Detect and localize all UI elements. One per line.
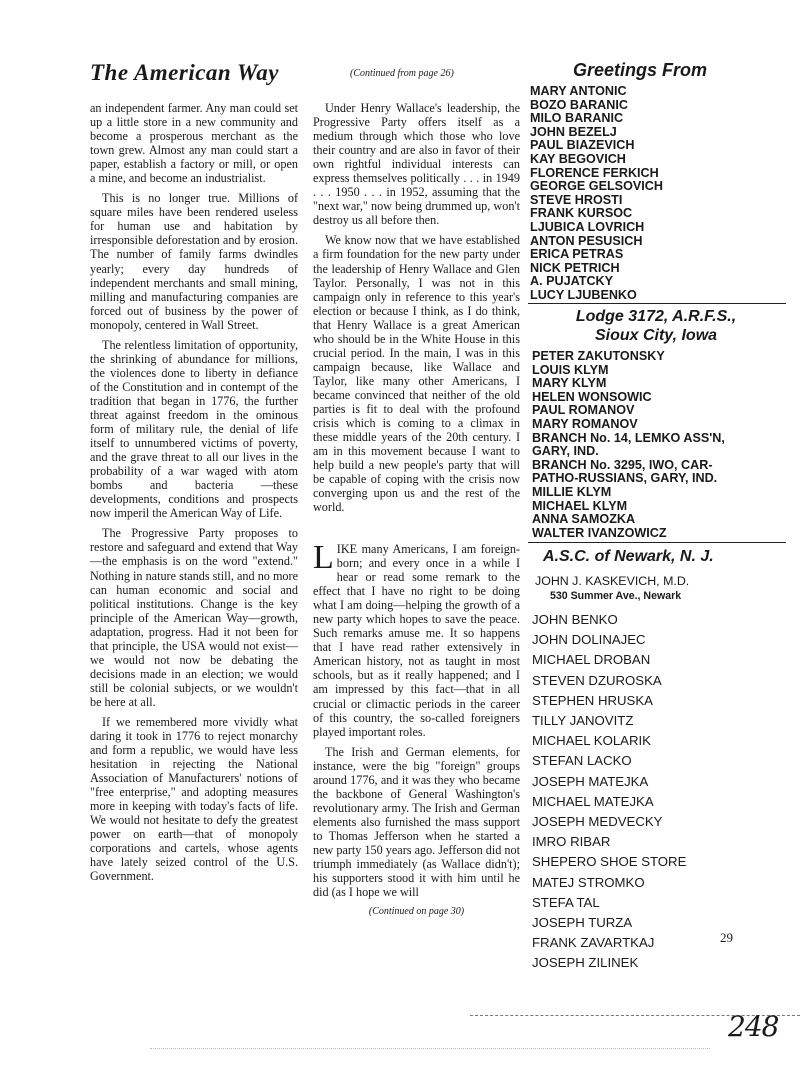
name-item: JOSEPH ZILINEK [532, 955, 639, 971]
lodge-members-list [532, 350, 725, 540]
name-item: MICHAEL KOLARIK [532, 733, 651, 749]
name-item: LOUIS KLYM [532, 362, 609, 377]
name-item: FRANK KURSOC [530, 206, 633, 221]
name-item: JOHN DOLINAJEC [532, 632, 646, 648]
name-item: JOHN BEZELJ [530, 124, 617, 139]
name-item: JOSEPH MATEJKA [532, 773, 649, 789]
lodge-name: Lodge 3172, A.R.F.S., [575, 308, 737, 325]
lodge-heading [536, 307, 776, 345]
name-item: MICHAEL MATEJKA [532, 793, 654, 809]
greetings-list [530, 85, 663, 303]
asc-heading: A.S.C. of Newark, N. J. [543, 548, 714, 565]
name-item: FRANK ZAVARTKAJ [532, 935, 655, 951]
paragraph: Under Henry Wallace's leadership, the Progressive Party offers itself as a medium through which those who love their country and are also in favor of their own rightful individual interests can express themselves politically . . . in 1949 . . . 1950 . . . in 1952, assuming that the "next war," now being drummed up, won't destroy us all before then. [313, 101, 520, 228]
divider [528, 542, 786, 543]
doctor-name: JOHN J. KASKEVICH, M.D. [535, 574, 690, 588]
paragraph: The relentless limitation of opportunity, the shrinking of abundance for millions, the violences done to liberty in defiance of the Constitution and in contempt of the tradition that began in 1776, the further threat against freedom in the ominous form of military rule, the denial of life itself to unnumbered victims of poverty, and the grave threat to all our lives in the probability of a war waged with atom bombs and bacteria —these developments, conditions and prospects now imperil the American Way of Life. [90, 337, 298, 521]
doctor-address: 530 Summer Ave., Newark [550, 590, 682, 602]
paragraph: This is no longer true. Millions of square miles have been rendered useless for human use and habitation by irresponsible deforestation and by erosion. The number of family farms dwindles yearly; every day hundreds of independent merchants and small mining, milling and manufacturing companies are forced out of business by the power of monopoly, centered in Wall Street. [90, 191, 298, 332]
page-number: 29 [720, 930, 733, 945]
name-item: LJUBICA LOVRICH [530, 219, 645, 234]
greetings-heading: Greetings From [573, 60, 708, 80]
name-item: PATHO-RUSSIANS, GARY, IND. [532, 471, 718, 486]
article-column-1 [90, 101, 298, 890]
divider [528, 303, 786, 304]
paragraph: If we remembered more vividly what daring it took in 1776 to reject monarchy and form a republic, we would have less hesitation in rejecting the National Association of Manufacturers' notions of "free enterprise," and adopting measures more in keeping with today's facts of life. We would not hesitate to defy the greatest power on earth—that of monopoly corporations and cartels, whose agents have lately seized control of the U.S. Government. [90, 714, 298, 884]
continued-on-note: (Continued on page 30) [368, 906, 465, 918]
name-item: STEVEN DZUROSKA [532, 672, 662, 688]
name-item: STEPHEN HRUSKA [532, 692, 653, 708]
name-item: PAUL BIAZEVICH [530, 138, 635, 153]
name-item: PETER ZAKUTONSKY [532, 349, 665, 363]
name-item: HELEN WONSOWIC [532, 389, 652, 404]
name-item: KAY BEGOVICH [530, 151, 626, 166]
name-item: BRANCH No. 3295, IWO, CAR- [532, 457, 713, 472]
name-item: JOSEPH TURZA [532, 915, 633, 931]
name-item: ERICA PETRAS [530, 247, 624, 262]
name-item: BOZO BARANIC [530, 97, 628, 112]
name-item: LUCY LJUBENKO [530, 287, 637, 302]
name-item: MICHAEL KLYM [532, 498, 628, 513]
name-item: IMRO RIBAR [532, 834, 611, 850]
drop-cap: L [313, 539, 334, 576]
name-item: WALTER IVANZOWICZ [532, 525, 667, 540]
name-item: STEFA TAL [532, 894, 600, 910]
name-item: GEORGE GELSOVICH [530, 179, 663, 194]
name-item: STEVE HROSTI [530, 192, 623, 207]
paragraph [313, 539, 520, 739]
article-column-2-bottom [313, 539, 520, 919]
paragraph: The Irish and German elements, for instance, were the big "foreign" groups around 1776, and it was they who became the backbone of General Washington's revolutionary army. The Irish and German elements also furnished the mass support to Thomas Jefferson when he started a new party 150 years ago. Jefferson did not triumph immediately (as Wallace didn't); his supporters stood it with him until he did (as I hope we will [313, 744, 520, 900]
name-item: BRANCH No. 14, LEMKO ASS'N, [532, 430, 725, 445]
scan-mark [150, 1048, 710, 1049]
paragraph: We know now that we have established a firm foundation for the new party under the leadership of Henry Wallace and Glen Taylor. Personally, I was not in this campaign only in reference to this year's election or because I think, as I do think, that Henry Wallace is a great American who should be in the White House in this crucial period. In the main, I was in this campaign because, like Wallace and Taylor, like many other Americans, I became convinced that neither of the old parties is fit to deal with the profound crisis which is coming to a climax in these middle years of the 20th century. I am in this movement because I want to help build a new people's party that will be capable of coping with the crisis now converging upon us and the rest of the world. [313, 233, 520, 515]
name-item: JOSEPH MEDVECKY [532, 814, 663, 830]
name-item: PAUL ROMANOV [532, 403, 635, 418]
handwritten-number: 248 [728, 1010, 779, 1043]
paragraph: an independent farmer. Any man could set up a little store in a new community and become a prosperous merchant as the town grew. Almost any man could start a paper, establish a factory or mill, or open a mine, and become an industrialist. [90, 101, 298, 186]
lodge-location: Sioux City, Iowa [594, 327, 718, 344]
name-item: JOHN BENKO [532, 612, 618, 627]
name-item: MATEJ STROMKO [532, 874, 645, 890]
name-item: NICK PETRICH [530, 260, 620, 275]
name-item: FLORENCE FERKICH [530, 165, 659, 180]
article-column-2-top [313, 101, 520, 520]
name-item: STEFAN LACKO [532, 753, 632, 769]
name-item: GARY, IND. [532, 444, 599, 459]
continued-from-note: (Continued from page 26) [350, 68, 454, 79]
name-item: SHEPERO SHOE STORE [532, 854, 687, 870]
name-item: TILLY JANOVITZ [532, 713, 634, 729]
name-item: MILLIE KLYM [532, 484, 612, 499]
name-item: ANNA SAMOZKA [532, 512, 636, 527]
name-item: MARY ANTONIC [530, 84, 627, 98]
name-item: MILO BARANIC [530, 111, 624, 126]
name-item: MARY ROMANOV [532, 416, 638, 431]
name-item: A. PUJATCKY [530, 274, 614, 289]
name-item: MICHAEL DROBAN [532, 652, 651, 668]
name-item: MARY KLYM [532, 376, 607, 391]
asc-members-list [532, 610, 686, 974]
paragraph: The Progressive Party proposes to restore and safeguard and extend that Way—the emphasis is on the word "extend." Nothing in nature stands still, and no more can human economic and social and political institutions. Change is the key principle of the American Way—growth, adaptation, progress. Had it not been for that principle, the USA would not exist—we would not now be debating the decisions made in an election; we would still be colonial subjects, or we wouldn't be here at all. [90, 526, 298, 709]
paragraph-text: IKE many Americans, I am foreign-born; and every once in a while I hear or read some remark to the effect that I have no right to be doing what I am doing—helping the growth of a new party which hopes to save the peace. Such remarks amuse me. It so happens that I have read rather extensively in American history, not as taught in most schools, but as it really happened; and I am impressed by this fact—that in all crucial or climactic periods in the career of this country, the so-called foreigners played important roles. [313, 542, 520, 739]
name-item: ANTON PESUSICH [530, 233, 643, 248]
page-title: The American Way [90, 60, 280, 85]
